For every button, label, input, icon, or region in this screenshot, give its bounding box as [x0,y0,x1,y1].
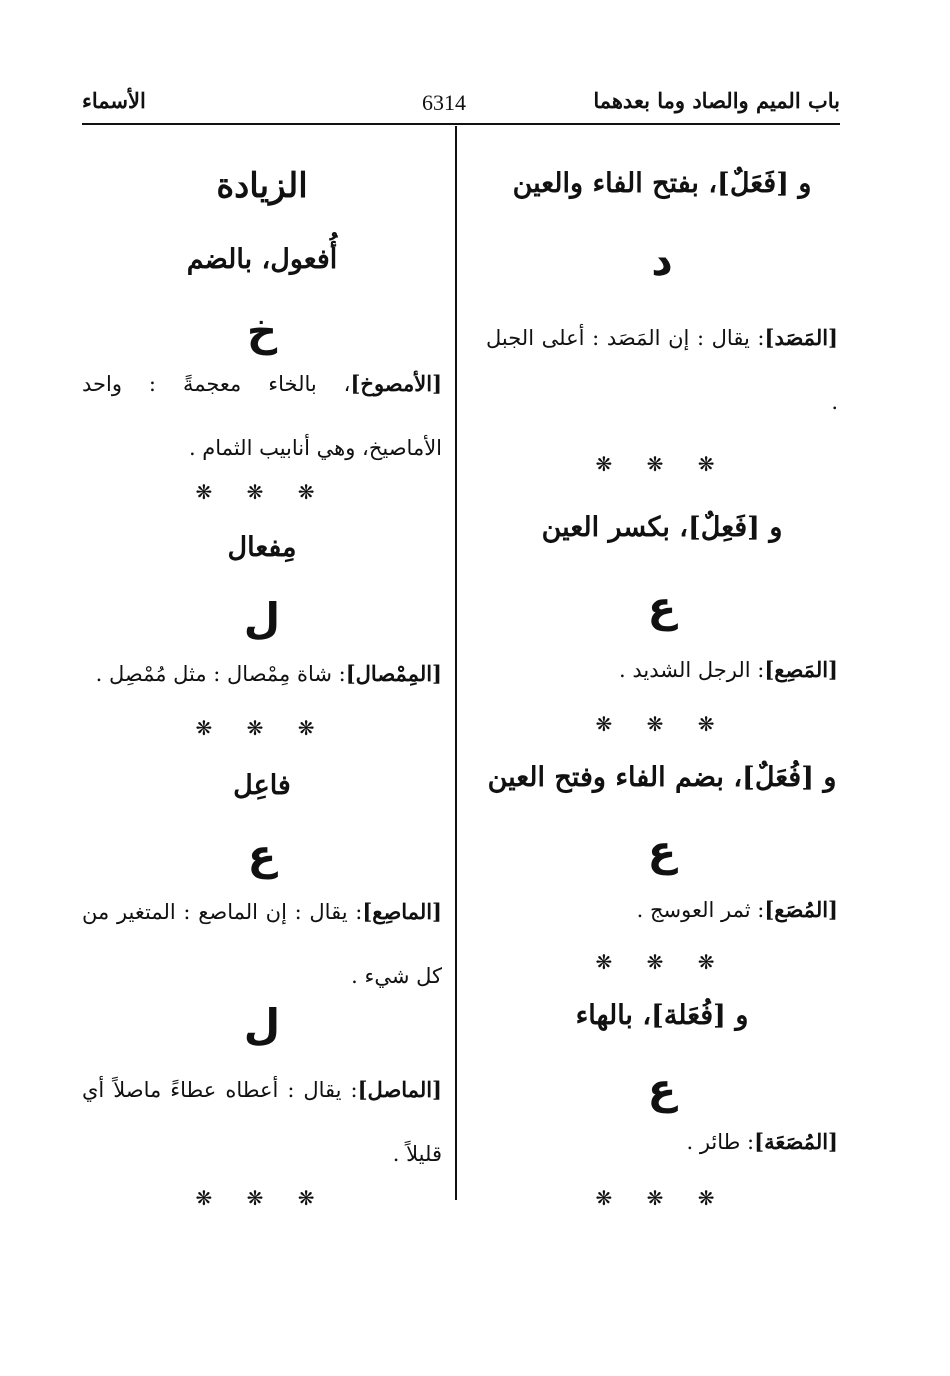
entry-term: [المَصِع] [764,657,838,682]
entry-text: : يقال : أعطاه عطاءً ماصلاً أي قليلاً . [82,1078,442,1166]
section-separator: ❋ ❋ ❋ [595,452,729,476]
dictionary-entry [486,306,838,434]
entry-text: : ثمر العوسج . [636,898,765,922]
section-heading: الزيادة [216,166,308,206]
section-separator: ❋ ❋ ❋ [195,716,329,740]
dictionary-entry [486,1110,838,1174]
root-letter: ل [243,1000,281,1049]
root-letter: خ [246,306,278,355]
dictionary-entry [82,880,442,1008]
entry-term: [المَصَد] [764,325,838,350]
entry-text: : الرجل الشديد . [619,658,765,682]
column-divider [455,126,457,1200]
section-separator: ❋ ❋ ❋ [195,480,329,504]
entry-text: : طائر . [686,1130,755,1154]
dictionary-entry [82,352,442,480]
root-letter: ع [647,582,677,631]
pattern-heading: و [فُعَلٌ]، بضم الفاء وفتح العين [487,762,837,793]
pattern-heading: و [فُعَلة]، بالهاء [575,1000,749,1031]
pattern-heading: مِفعال [227,532,297,563]
entry-term: [المُصَع] [764,897,838,922]
root-letter: ع [647,1064,677,1113]
entry-text: : شاة مِمْصال : مثل مُمْصِل . [95,662,346,686]
dictionary-entry [486,878,838,942]
entry-text: : يقال : إن المَصَد : أعلى الجبل . [486,326,838,414]
dictionary-entry [82,1058,442,1186]
header-rule [82,123,840,125]
pattern-heading: و [فَعَلٌ]، بفتح الفاء والعين [512,168,812,199]
section-separator: ❋ ❋ ❋ [595,712,729,736]
entry-term: [الماصل] [357,1077,442,1102]
pattern-heading: أُفعول، بالضم [186,244,338,275]
entry-term: [المِمْصال] [345,661,442,686]
root-letter: د [651,236,673,285]
section-separator: ❋ ❋ ❋ [195,1186,329,1210]
page-number: 6314 [422,90,466,115]
root-letter: ع [247,830,277,879]
entry-term: [المُصَعَة] [754,1129,838,1154]
root-letter: ع [647,826,677,875]
entry-text: : يقال : إن الماصع : المتغير من كل شيء . [82,900,442,988]
pattern-heading: فاعِل [233,770,291,801]
section-separator: ❋ ❋ ❋ [595,950,729,974]
entry-term: [الماصِع] [362,899,442,924]
entry-text: ، بالخاء معجمةً : واحد الأماصيخ، وهي أنابيب الثمام . [82,372,442,460]
part-title: الأسماء [82,88,146,113]
page-header [82,82,840,126]
dictionary-entry [82,642,442,706]
dictionary-entry [486,638,838,702]
section-separator: ❋ ❋ ❋ [595,1186,729,1210]
entry-term: [الأمصوخ] [350,371,442,396]
root-letter: ل [243,594,281,643]
pattern-heading: و [فَعِلٌ]، بكسر العين [541,512,783,543]
section-title: باب الميم والصاد وما بعدهما [593,88,840,113]
